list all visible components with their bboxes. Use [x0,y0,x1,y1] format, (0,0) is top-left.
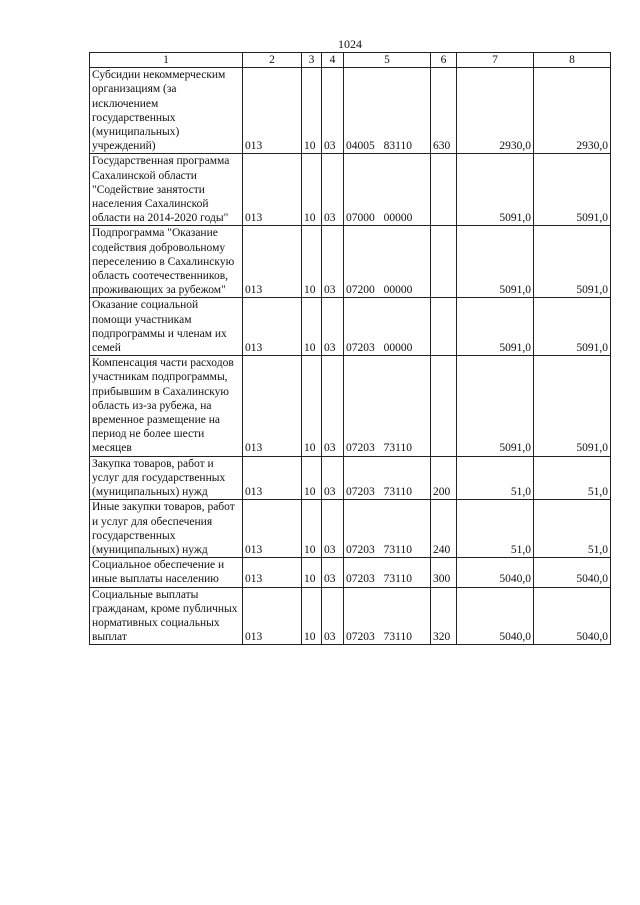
grbs-code: 013 [243,68,302,154]
column-header: 1 [90,53,243,68]
expense-type-code: 630 [431,68,457,154]
target-article-code: 07203 73110 [344,500,431,558]
table-row [90,587,611,645]
amount-col8: 5040,0 [534,587,611,645]
subsection-code: 03 [322,68,344,154]
target-article-code: 07203 73110 [344,356,431,456]
target-article-code: 07203 73110 [344,456,431,500]
subsection-code: 03 [322,226,344,298]
grbs-code: 013 [243,558,302,587]
grbs-code: 013 [243,587,302,645]
amount-col7: 5091,0 [457,154,534,226]
amount-col8: 5091,0 [534,356,611,456]
section-code: 10 [302,456,322,500]
expense-type-code: 200 [431,456,457,500]
amount-col7: 5040,0 [457,587,534,645]
amount-col8: 51,0 [534,500,611,558]
section-code: 10 [302,68,322,154]
amount-col8: 2930,0 [534,68,611,154]
amount-col8: 5040,0 [534,558,611,587]
amount-col8: 5091,0 [534,298,611,356]
expense-name: Закупка товаров, работ и услуг для государственных (муниципальных) нужд [90,456,243,500]
grbs-code: 013 [243,500,302,558]
section-code: 10 [302,558,322,587]
subsection-code: 03 [322,298,344,356]
page-number: 1024 [338,37,362,51]
expense-name: Оказание социальной помощи участникам подпрограммы и членам их семей [90,298,243,356]
amount-col7: 5091,0 [457,298,534,356]
table-row [90,154,611,226]
budget-table [89,52,611,645]
section-code: 10 [302,298,322,356]
table-row [90,500,611,558]
expense-type-code [431,226,457,298]
target-article-code: 07203 73110 [344,558,431,587]
amount-col8: 51,0 [534,456,611,500]
grbs-code: 013 [243,298,302,356]
target-article-code: 04005 83110 [344,68,431,154]
amount-col8: 5091,0 [534,226,611,298]
subsection-code: 03 [322,500,344,558]
subsection-code: 03 [322,587,344,645]
column-header: 7 [457,53,534,68]
grbs-code: 013 [243,356,302,456]
table-row [90,356,611,456]
amount-col7: 51,0 [457,500,534,558]
table-row [90,68,611,154]
header-row [90,53,611,68]
table-row [90,456,611,500]
table-row [90,298,611,356]
target-article-code: 07203 73110 [344,587,431,645]
column-header: 2 [243,53,302,68]
column-header: 8 [534,53,611,68]
expense-name: Социальное обеспечение и иные выплаты населению [90,558,243,587]
expense-name: Субсидии некоммерческим организациям (за исключением государственных (муниципальных) учреждений) [90,68,243,154]
expense-type-code [431,154,457,226]
column-header: 6 [431,53,457,68]
expense-type-code: 320 [431,587,457,645]
grbs-code: 013 [243,456,302,500]
column-header: 5 [344,53,431,68]
subsection-code: 03 [322,154,344,226]
expense-name: Социальные выплаты гражданам, кроме публичных нормативных социальных выплат [90,587,243,645]
grbs-code: 013 [243,154,302,226]
section-code: 10 [302,587,322,645]
column-header: 3 [302,53,322,68]
amount-col8: 5091,0 [534,154,611,226]
expense-name: Государственная программа Сахалинской области "Содействие занятости населения Сахалинской области на 2014-2020 годы" [90,154,243,226]
expense-name: Иные закупки товаров, работ и услуг для обеспечения государственных (муниципальных) нужд [90,500,243,558]
expense-type-code [431,298,457,356]
expense-name: Компенсация части расходов участникам подпрограммы, прибывшим в Сахалинскую область из-за рубежа, на временное размещение на период не более шести месяцев [90,356,243,456]
expense-type-code: 240 [431,500,457,558]
section-code: 10 [302,356,322,456]
subsection-code: 03 [322,558,344,587]
amount-col7: 5091,0 [457,356,534,456]
amount-col7: 5091,0 [457,226,534,298]
expense-type-code: 300 [431,558,457,587]
amount-col7: 51,0 [457,456,534,500]
subsection-code: 03 [322,356,344,456]
subsection-code: 03 [322,456,344,500]
grbs-code: 013 [243,226,302,298]
column-header: 4 [322,53,344,68]
table-row [90,226,611,298]
target-article-code: 07200 00000 [344,226,431,298]
target-article-code: 07203 00000 [344,298,431,356]
expense-type-code [431,356,457,456]
amount-col7: 5040,0 [457,558,534,587]
section-code: 10 [302,154,322,226]
expense-name: Подпрограмма "Оказание содействия добровольному переселению в Сахалинскую область соотечественников, проживающих за рубежом" [90,226,243,298]
target-article-code: 07000 00000 [344,154,431,226]
table-row [90,558,611,587]
amount-col7: 2930,0 [457,68,534,154]
section-code: 10 [302,226,322,298]
section-code: 10 [302,500,322,558]
